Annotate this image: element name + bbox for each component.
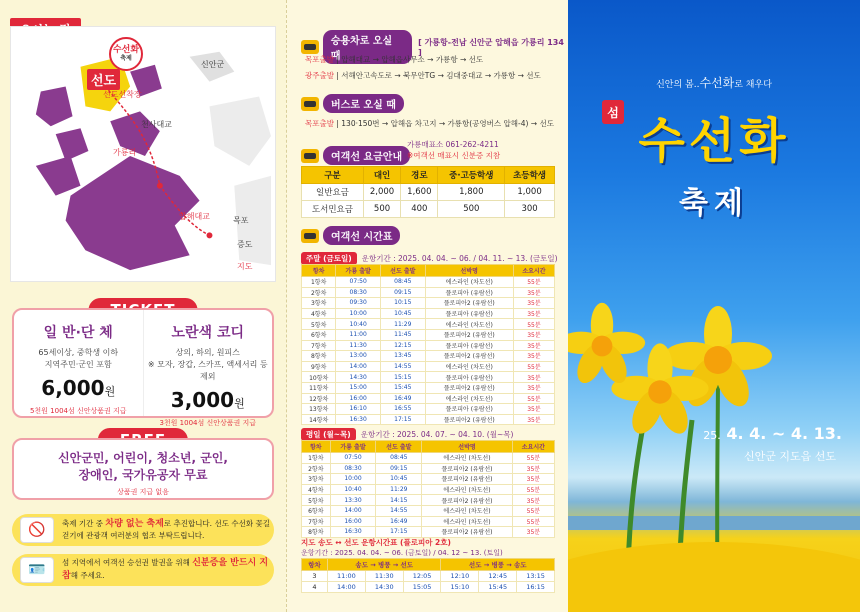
loop-cell: 12:45 bbox=[479, 571, 517, 582]
notice-text-1: 섬 지역에서 여객선 승선권 발권을 위해 신분증을 반드시 지참해 주세요. bbox=[62, 557, 269, 581]
ticket-box bbox=[12, 308, 274, 427]
fare-cell: 400 bbox=[401, 201, 438, 218]
schedule-cell: 에스라인 (차도선) bbox=[422, 453, 513, 464]
schedule-cell: 플로피아 (유람선) bbox=[425, 404, 513, 415]
table-row bbox=[302, 393, 555, 404]
car-title: 승용차로 오실 때 bbox=[323, 30, 412, 64]
schedule-cell: 플로피아 (유람선) bbox=[425, 372, 513, 383]
schedule-cell: 17:15 bbox=[380, 414, 425, 425]
schedule-heading bbox=[301, 226, 400, 245]
schedule-cell: 08:45 bbox=[380, 277, 425, 288]
ticket-general-name: 일 반·단 체 bbox=[43, 325, 113, 341]
schedule-cell: 1항차 bbox=[302, 453, 331, 464]
loop-header: 선도 → 병풍 → 송도 bbox=[441, 559, 555, 571]
schedule-cell: 09:15 bbox=[376, 463, 422, 474]
free-sub: 상품권 지급 없음 bbox=[117, 487, 169, 496]
schedule-cell: 10:00 bbox=[336, 308, 381, 319]
schedule-header: 항차 bbox=[302, 265, 336, 277]
transport-panel bbox=[286, 0, 568, 612]
schedule-cell: 35분 bbox=[513, 404, 554, 415]
fare-cell: 500 bbox=[363, 201, 400, 218]
festival-subtitle: 축제 bbox=[679, 186, 749, 221]
car-route-0: 목포출발 | 압해대교 → 압해읍사무소 → 가룡항 → 선도 bbox=[305, 55, 484, 64]
fare-cell: 도서민요금 bbox=[302, 201, 364, 218]
schedule-cell: 10:45 bbox=[380, 308, 425, 319]
table-row bbox=[302, 201, 555, 218]
schedule-cell: 08:30 bbox=[336, 287, 381, 298]
bus-icon bbox=[301, 97, 319, 111]
map-label-7: 지도 bbox=[237, 262, 253, 271]
loop-cell: 3 bbox=[302, 571, 328, 582]
schedule-cell: 15:00 bbox=[336, 382, 381, 393]
schedule-cell: 3항차 bbox=[302, 298, 336, 309]
fare-cell: 300 bbox=[505, 201, 555, 218]
bus-route-0: 목포출발 | 130·150번 → 압해읍 차고지 → 가룡항(공영버스 압해-4) → 선도 bbox=[305, 119, 554, 128]
schedule-cell: 35분 bbox=[513, 372, 554, 383]
car-address: [ 가룡항-전남 신안군 압해읍 가룡리 134 ] bbox=[418, 38, 564, 57]
schedule-cell: 14:00 bbox=[336, 361, 381, 372]
festival-date: 25. 4. 4. ~ 4. 13. bbox=[703, 424, 842, 443]
loop-schedule-table bbox=[301, 558, 555, 593]
schedule-cell: 13:30 bbox=[330, 495, 376, 506]
schedule-cell: 11:29 bbox=[380, 319, 425, 330]
schedule-cell: 1항차 bbox=[302, 277, 336, 288]
schedule-cell: 55분 bbox=[512, 505, 554, 516]
fare-header: 초등학생 bbox=[505, 167, 555, 184]
schedule-cell: 17:15 bbox=[376, 527, 422, 538]
schedule-cell: 플로피아2 (유람선) bbox=[425, 298, 513, 309]
schedule-cell: 4항차 bbox=[302, 484, 331, 495]
notice-text-0: 축제 기간 중 차량 없는 축제로 추진합니다. 선도 수선화 꽃길 걷기에 관광객 여러분의 협조 부탁드립니다. bbox=[62, 519, 270, 541]
table-row bbox=[302, 184, 555, 201]
festival-title: 수선화 bbox=[638, 113, 790, 169]
table-row bbox=[302, 340, 555, 351]
schedule-cell: 35분 bbox=[512, 463, 554, 474]
schedule-cell: 07:50 bbox=[330, 453, 376, 464]
festival-slogan: 신안의 봄..수선화로 채우다 bbox=[656, 76, 772, 90]
schedule-cell: 플로피아2 (유람선) bbox=[422, 495, 513, 506]
location-map bbox=[10, 26, 276, 282]
schedule-cell: 6항차 bbox=[302, 329, 336, 340]
loop-cell: 15:10 bbox=[441, 582, 479, 593]
schedule-cell: 에스라인 (차도선) bbox=[425, 361, 513, 372]
weekday-period: 운항기간 : 2025. 04. 07. ~ 04. 10. (월~목) bbox=[360, 430, 514, 439]
schedule-cell: 16:00 bbox=[336, 393, 381, 404]
schedule-cell: 35분 bbox=[513, 382, 554, 393]
ticket-general-desc: 65세이상, 중학생 이하 지역주민·군인 포함 bbox=[38, 348, 119, 369]
festival-seal bbox=[109, 37, 143, 71]
schedule-cell: 15:45 bbox=[380, 382, 425, 393]
table-row bbox=[302, 516, 555, 527]
schedule-header: 소요시간 bbox=[513, 265, 554, 277]
schedule-cell: 11:30 bbox=[336, 340, 381, 351]
schedule-header: 선도 출발 bbox=[380, 265, 425, 277]
map-label-destination: 선도 bbox=[87, 69, 120, 90]
schedule-cell: 35분 bbox=[513, 298, 554, 309]
table-row bbox=[302, 351, 555, 362]
ferry-phone: 가룡매표소 061-262-4211 bbox=[407, 140, 499, 149]
fare-header: 중·고등학생 bbox=[438, 167, 505, 184]
schedule-cell: 14:30 bbox=[336, 372, 381, 383]
schedule-cell: 55분 bbox=[512, 484, 554, 495]
table-row bbox=[302, 463, 555, 474]
ferry-contact bbox=[407, 140, 500, 162]
schedule-cell: 11:00 bbox=[336, 329, 381, 340]
loop-title: 지도 송도 ↔ 선도 운항시간표 (플로피아 2호) bbox=[301, 538, 451, 547]
schedule-cell: 07:50 bbox=[336, 277, 381, 288]
loop-header: 송도 → 병풍 → 선도 bbox=[328, 559, 441, 571]
weekday-badge: 평일 (월~목) bbox=[301, 428, 356, 441]
schedule-cell: 12:15 bbox=[380, 340, 425, 351]
schedule-cell: 플로피아2 (유람선) bbox=[425, 351, 513, 362]
ferry-heading bbox=[301, 146, 410, 165]
schedule-cell: 13항차 bbox=[302, 404, 336, 415]
schedule-cell: 08:45 bbox=[376, 453, 422, 464]
loop-period: 운항기간 : 2025. 04. 04. ~ 06. (금토일) / 04. 12 ~ 13. (토일) bbox=[301, 549, 503, 557]
ticket-general bbox=[14, 310, 143, 416]
table-row bbox=[302, 361, 555, 372]
schedule-cell: 12항차 bbox=[302, 393, 336, 404]
schedule-cell: 10:40 bbox=[336, 319, 381, 330]
table-row bbox=[302, 308, 555, 319]
loop-cell: 14:00 bbox=[328, 582, 366, 593]
schedule-title: 여객선 시간표 bbox=[323, 226, 400, 245]
map-label-6: 증도 bbox=[237, 240, 253, 249]
schedule-cell: 16:00 bbox=[330, 516, 376, 527]
schedule-cell: 09:15 bbox=[380, 287, 425, 298]
fare-cell: 1,800 bbox=[438, 184, 505, 201]
table-row bbox=[302, 277, 555, 288]
schedule-cell: 11항차 bbox=[302, 382, 336, 393]
no-car-icon: 🚫 bbox=[20, 517, 54, 543]
fare-header: 경로 bbox=[401, 167, 438, 184]
schedule-header: 선박명 bbox=[425, 265, 513, 277]
free-box bbox=[12, 438, 274, 500]
schedule-cell: 10:45 bbox=[376, 474, 422, 485]
weekend-badge: 주말 (금토일) bbox=[301, 252, 357, 265]
fare-header: 구분 bbox=[302, 167, 364, 184]
schedule-cell: 35분 bbox=[512, 495, 554, 506]
map-label-2: 가룡리 bbox=[113, 148, 137, 157]
table-row bbox=[302, 414, 555, 425]
map-label-0: 선도선착장 bbox=[103, 90, 142, 99]
fare-cell: 1,600 bbox=[401, 184, 438, 201]
bus-heading bbox=[301, 94, 404, 113]
seal-top-text: 수선화 bbox=[112, 44, 140, 55]
table-row bbox=[302, 484, 555, 495]
schedule-header: 항차 bbox=[302, 441, 331, 453]
schedule-cell: 에스라인 (차도선) bbox=[425, 393, 513, 404]
daffodil-illustration bbox=[568, 0, 860, 612]
schedule-cell: 35분 bbox=[513, 329, 554, 340]
ticket-yellow-name: 노란색 코디 bbox=[171, 325, 244, 341]
ticket-yellow bbox=[143, 310, 273, 427]
table-row bbox=[302, 474, 555, 485]
schedule-cell: 플로피아2 (유람선) bbox=[425, 414, 513, 425]
loop-cell: 12:05 bbox=[403, 571, 441, 582]
ticket-yellow-desc: 상의, 하의, 원피스 ※ 모자, 장갑, 스카프, 액세서리 등 제외 bbox=[147, 348, 268, 381]
table-row bbox=[302, 329, 555, 340]
schedule-cell: 16:49 bbox=[376, 516, 422, 527]
schedule-header: 선도 출발 bbox=[376, 441, 422, 453]
weekend-schedule-table bbox=[301, 264, 555, 425]
schedule-cell: 에스라인 (차도선) bbox=[422, 516, 513, 527]
ship-icon bbox=[301, 149, 319, 163]
table-row bbox=[302, 453, 555, 464]
schedule-cell: 플로피아 (유람선) bbox=[425, 287, 513, 298]
table-row bbox=[302, 527, 555, 538]
table-row bbox=[302, 372, 555, 383]
schedule-header: 가룡 출발 bbox=[336, 265, 381, 277]
fare-header: 대인 bbox=[363, 167, 400, 184]
schedule-cell: 7항차 bbox=[302, 340, 336, 351]
schedule-cell: 55분 bbox=[513, 361, 554, 372]
schedule-cell: 3항차 bbox=[302, 474, 331, 485]
schedule-cell: 4항차 bbox=[302, 308, 336, 319]
schedule-cell: 플로피아 (유람선) bbox=[425, 308, 513, 319]
schedule-cell: 10항차 bbox=[302, 372, 336, 383]
schedule-cell: 35분 bbox=[513, 351, 554, 362]
schedule-cell: 에스라인 (차도선) bbox=[422, 505, 513, 516]
seal-bottom-text: 축제 bbox=[120, 54, 132, 62]
schedule-cell: 13:00 bbox=[336, 351, 381, 362]
schedule-cell: 11:29 bbox=[376, 484, 422, 495]
schedule-cell: 08:30 bbox=[330, 463, 376, 474]
loop-cell: 15:45 bbox=[479, 582, 517, 593]
schedule-cell: 플로피아 (유람선) bbox=[425, 340, 513, 351]
map-graphic bbox=[11, 27, 275, 281]
schedule-header: 가룡 출발 bbox=[330, 441, 376, 453]
schedule-cell: 에스라인 (차도선) bbox=[422, 484, 513, 495]
schedule-cell: 8항차 bbox=[302, 527, 331, 538]
ticket-yellow-price: 3,000원 bbox=[170, 388, 245, 412]
schedule-cell: 16:30 bbox=[336, 414, 381, 425]
schedule-cell: 8항차 bbox=[302, 351, 336, 362]
schedule-header: 소요시간 bbox=[512, 441, 554, 453]
schedule-cell: 9항차 bbox=[302, 361, 336, 372]
schedule-cell: 5항차 bbox=[302, 495, 331, 506]
table-row bbox=[302, 382, 555, 393]
schedule-cell: 플로피아2 (유람선) bbox=[422, 474, 513, 485]
schedule-header: 선박명 bbox=[422, 441, 513, 453]
schedule-cell: 16:49 bbox=[380, 393, 425, 404]
table-row bbox=[302, 582, 555, 593]
fare-header-row bbox=[302, 167, 555, 184]
schedule-cell: 에스라인 (차도선) bbox=[425, 277, 513, 288]
ticket-general-price: 6,000원 bbox=[41, 376, 116, 400]
table-row bbox=[302, 495, 555, 506]
loop-cell: 11:30 bbox=[365, 571, 403, 582]
schedule-cell: 35분 bbox=[513, 287, 554, 298]
schedule-cell: 55분 bbox=[513, 277, 554, 288]
table-row bbox=[302, 404, 555, 415]
ticket-yellow-gift: 3천원 1004섬 신안상품권 지급 bbox=[159, 419, 257, 427]
schedule-cell: 16:10 bbox=[336, 404, 381, 415]
bus-title: 버스로 오실 때 bbox=[323, 94, 404, 113]
map-label-3: 목포 bbox=[233, 216, 249, 225]
schedule-cell: 16:55 bbox=[380, 404, 425, 415]
directions-panel bbox=[0, 0, 286, 612]
schedule-cell: 10:40 bbox=[330, 484, 376, 495]
schedule-cell: 2항차 bbox=[302, 463, 331, 474]
schedule-header-row bbox=[302, 441, 555, 453]
schedule-cell: 7항차 bbox=[302, 516, 331, 527]
schedule-cell: 14:00 bbox=[330, 505, 376, 516]
car-icon bbox=[301, 40, 319, 54]
table-row bbox=[302, 505, 555, 516]
schedule-cell: 플로피아2 (유람선) bbox=[422, 463, 513, 474]
ticket-general-gift: 5천원 1004섬 신안상품권 지급 bbox=[29, 407, 127, 415]
schedule-cell: 플로피아2 (유람선) bbox=[425, 329, 513, 340]
schedule-cell: 35분 bbox=[512, 474, 554, 485]
schedule-header-row bbox=[302, 265, 555, 277]
schedule-cell: 14:55 bbox=[376, 505, 422, 516]
schedule-cell: 55분 bbox=[513, 393, 554, 404]
map-label-1: 신안군 bbox=[201, 60, 225, 69]
schedule-cell: 에스라인 (차도선) bbox=[425, 319, 513, 330]
schedule-cell: 5항차 bbox=[302, 319, 336, 330]
weekend-period: 운항기간 : 2025. 04. 04. ~ 06. / 04. 11. ~ 13. (금토일) bbox=[361, 254, 558, 263]
loop-cell: 12:10 bbox=[441, 571, 479, 582]
id-card-icon: 🪪 bbox=[20, 557, 54, 583]
schedule-cell: 10:15 bbox=[380, 298, 425, 309]
schedule-cell: 15:15 bbox=[380, 372, 425, 383]
loop-cell: 13:15 bbox=[517, 571, 555, 582]
free-main: 신안군민, 어린이, 청소년, 군인, 장애인, 국가유공자 무료 bbox=[58, 451, 228, 483]
table-row bbox=[302, 571, 555, 582]
loop-cell: 15:05 bbox=[403, 582, 441, 593]
festival-cover bbox=[568, 0, 860, 612]
schedule-cell: 16:30 bbox=[330, 527, 376, 538]
map-label-5: 천사대교 bbox=[141, 120, 172, 129]
schedule-cell: 10:00 bbox=[330, 474, 376, 485]
schedule-cell: 플로피아2 (유람선) bbox=[425, 382, 513, 393]
table-row bbox=[302, 287, 555, 298]
schedule-cell: 14항차 bbox=[302, 414, 336, 425]
ferry-title: 여객선 요금안내 bbox=[323, 146, 410, 165]
fare-cell: 500 bbox=[438, 201, 505, 218]
fare-table bbox=[301, 166, 555, 218]
map-label-4: 압해대교 bbox=[179, 212, 210, 221]
island-badge: 섬 bbox=[602, 100, 624, 124]
loop-cell: 11:00 bbox=[328, 571, 366, 582]
loop-header: 항차 bbox=[302, 559, 328, 571]
clock-icon bbox=[301, 229, 319, 243]
fare-cell: 2,000 bbox=[363, 184, 400, 201]
schedule-cell: 14:15 bbox=[376, 495, 422, 506]
notice-id-card bbox=[12, 554, 274, 586]
car-route-1: 광주출발 | 서해안고속도로 → 북무안TG → 김대중대교 → 가룡항 → 선도 bbox=[305, 71, 541, 80]
notice-car-free bbox=[12, 514, 274, 546]
fare-cell: 1,000 bbox=[505, 184, 555, 201]
festival-place: 신안군 지도읍 선도 bbox=[743, 450, 836, 463]
schedule-cell: 35분 bbox=[513, 340, 554, 351]
loop-cell: 16:15 bbox=[517, 582, 555, 593]
schedule-cell: 55분 bbox=[513, 319, 554, 330]
schedule-cell: 55분 bbox=[512, 516, 554, 527]
schedule-cell: 09:30 bbox=[336, 298, 381, 309]
loop-cell: 14:30 bbox=[365, 582, 403, 593]
schedule-cell: 55분 bbox=[512, 453, 554, 464]
fare-cell: 일반요금 bbox=[302, 184, 364, 201]
schedule-cell: 플로피아2 (유람선) bbox=[422, 527, 513, 538]
ferry-id-note: ※여객선 매표시 신분증 지참 bbox=[407, 150, 501, 160]
schedule-cell: 35분 bbox=[513, 414, 554, 425]
schedule-cell: 14:55 bbox=[380, 361, 425, 372]
weekday-schedule-table bbox=[301, 440, 555, 538]
schedule-cell: 35분 bbox=[513, 308, 554, 319]
schedule-cell: 2항차 bbox=[302, 287, 336, 298]
schedule-cell: 6항차 bbox=[302, 505, 331, 516]
loop-cell: 4 bbox=[302, 582, 328, 593]
table-row bbox=[302, 298, 555, 309]
schedule-cell: 35분 bbox=[512, 527, 554, 538]
loop-header-row bbox=[302, 559, 555, 571]
table-row bbox=[302, 319, 555, 330]
schedule-cell: 13:45 bbox=[380, 351, 425, 362]
schedule-cell: 11:45 bbox=[380, 329, 425, 340]
